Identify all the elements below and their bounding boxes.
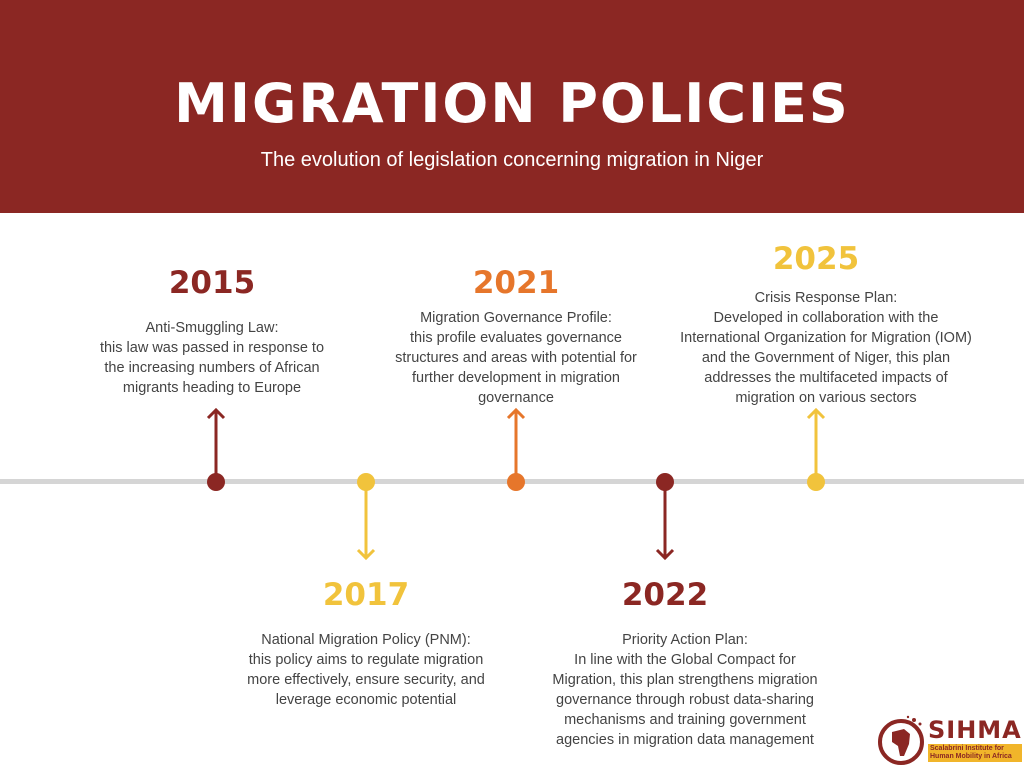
globe-africa-icon <box>876 714 926 766</box>
logo-tagline: Scalabrini Institute for Human Mobility in Africa <box>928 744 1022 762</box>
timeline-dot <box>507 473 525 491</box>
page-title: MIGRATION POLICIES <box>174 72 850 135</box>
arrow-up-icon <box>802 406 830 476</box>
event-year: 2022 <box>621 577 709 613</box>
timeline-dot <box>807 473 825 491</box>
event-description: Anti-Smuggling Law: this law was passed in response to the increasing numbers of African migrants heading to Europe <box>99 320 325 396</box>
header-banner <box>0 0 1024 213</box>
arrow-down-icon <box>651 488 679 562</box>
timeline-dot <box>207 473 225 491</box>
arrow-down-icon <box>352 488 380 562</box>
event-year: 2025 <box>772 241 860 277</box>
event-description: Migration Governance Profile: this profile evaluates governance structures and areas with potential for further development in migration governance <box>395 310 637 406</box>
arrow-up-icon <box>202 406 230 476</box>
sihma-logo <box>874 712 1024 768</box>
logo-name: SIHMA <box>928 716 1022 744</box>
event-year: 2021 <box>472 265 560 301</box>
arrow-up-icon <box>502 406 530 476</box>
event-year: 2017 <box>322 577 410 613</box>
event-description: Crisis Response Plan: Developed in collaboration with the International Organization for Migration (IOM) and the Government of Niger, this plan addresses the multifaceted impacts of migration on various sectors <box>680 290 972 406</box>
event-description: National Migration Policy (PNM): this policy aims to regulate migration more effectively, ensure security, and leverage economic potential <box>247 632 485 708</box>
event-description: Priority Action Plan: In line with the Global Compact for Migration, this plan strengthens migration governance through robust data-sharing mechanisms and training government agencies in migration data management <box>552 632 818 748</box>
page-subtitle: The evolution of legislation concerning migration in Niger <box>260 149 764 171</box>
event-year: 2015 <box>168 265 256 301</box>
